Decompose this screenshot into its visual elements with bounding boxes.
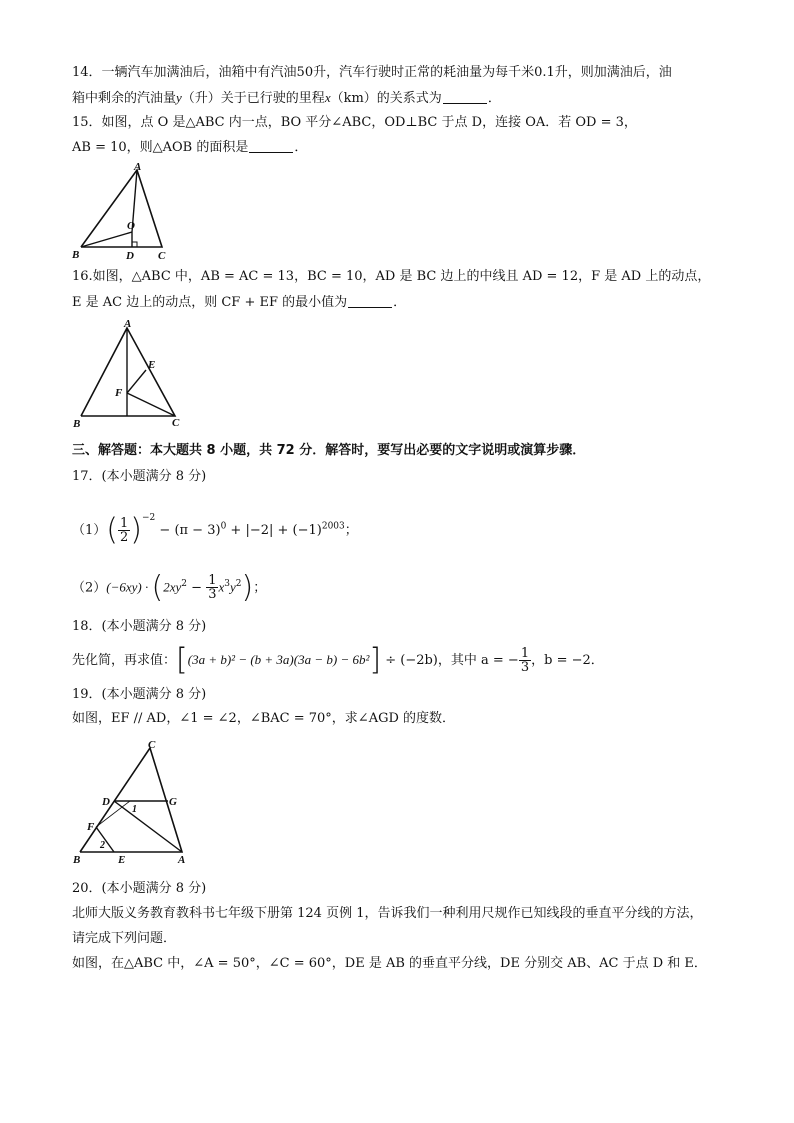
q19-figure <box>70 735 195 867</box>
q15-figure <box>70 162 180 262</box>
label-F: F <box>87 821 95 833</box>
q20-header: 20．(本小题满分 8 分) <box>72 881 207 896</box>
section-heading: 三、解答题：本大题共 8 小题，共 72 分．解答时，要写出必要的文字说明或演算步骤． <box>72 443 586 458</box>
q20-line2: 请完成下列问题． <box>72 931 177 946</box>
answer-blank <box>348 295 392 308</box>
label-E: E <box>118 854 126 866</box>
q18-header: 18．(本小题满分 8 分) <box>72 619 207 634</box>
q15-line2: AB = 10，则△AOB 的面积是 ． <box>72 140 308 155</box>
label-F: F <box>115 387 123 399</box>
label-O: O <box>127 220 135 232</box>
q17-part2: $(2)(-6xy) \cdot (2xy^2$ − $\frac{1}{3}$ $x^3y^2$)； <box>72 569 267 605</box>
q17-header: 17．(本小题满分 8 分) <box>72 469 207 484</box>
label-D: D <box>126 250 134 262</box>
label-B: B <box>72 249 80 261</box>
q19-text: 如图，EF // AD，∠1 = ∠2，∠BAC = 70°，求∠AGD 的度数． <box>72 711 456 726</box>
q16-line2: E 是 AC 边上的动点，则 CF + EF 的最小值为 ． <box>72 295 407 310</box>
q16-line1: 16.如图，△ABC 中，AB = AC = 13，BC = 10，AD 是 BC 边上的中线且 AD = 12，F 是 AD 上的动点， <box>72 269 711 284</box>
q15-line1: 15．如图，点 O 是△ABC 内一点，BO 平分∠ABC，OD⊥BC 于点 D，连接 OA．若 OD = 3， <box>72 115 637 130</box>
label-C: C <box>158 250 166 262</box>
q16-figure <box>70 318 190 430</box>
label-A: A <box>178 854 186 866</box>
q20-line3: 如图，在△ABC 中，∠A = 50°，∠C = 60°，DE 是 AB 的垂直平分线，DE 分别交 AB、AC 于点 D 和 E． <box>72 956 707 971</box>
label-B: B <box>73 418 81 430</box>
q18-expression: 先化简，再求值：[(3a + b)² − (b + 3a)(3a − b) − 6b²] ÷ (−2b)，其中 a = − $\frac{1}{3}$ ，b = −2． <box>72 642 604 678</box>
label-G: G <box>169 796 177 808</box>
label-B: B <box>73 854 81 866</box>
label-C: C <box>148 739 156 751</box>
label-D: D <box>102 796 110 808</box>
q20-line1: 北师大版义务教育教科书七年级下册第 124 页例 1，告诉我们一种利用尺规作已知线段的垂直平分线的方法， <box>72 906 703 921</box>
label-A: A <box>124 318 132 330</box>
q14-line1: 14．一辆汽车加满油后，油箱中有汽油50升，汽车行驶时正常的耗油量为每千米0.1升，则加满油后，油 <box>72 65 672 80</box>
q14-line2: 箱中剩余的汽油量y（升）关于已行驶的里程x（km）的关系式为 ． <box>72 90 501 106</box>
q19-header: 19．(本小题满分 8 分) <box>72 687 207 702</box>
label-C: C <box>172 417 180 429</box>
answer-blank <box>443 91 487 104</box>
q17-part1: （1）( $\frac{1}{2}$ )$^{-2} - (\pi - 3)^0 + |-2| + (-1)^{2003}$； <box>72 512 358 548</box>
angle-1-label: 1 <box>132 804 137 815</box>
answer-blank <box>249 140 293 153</box>
angle-2-label: 2 <box>100 840 105 851</box>
label-A: A <box>134 162 142 173</box>
label-E: E <box>148 359 156 371</box>
